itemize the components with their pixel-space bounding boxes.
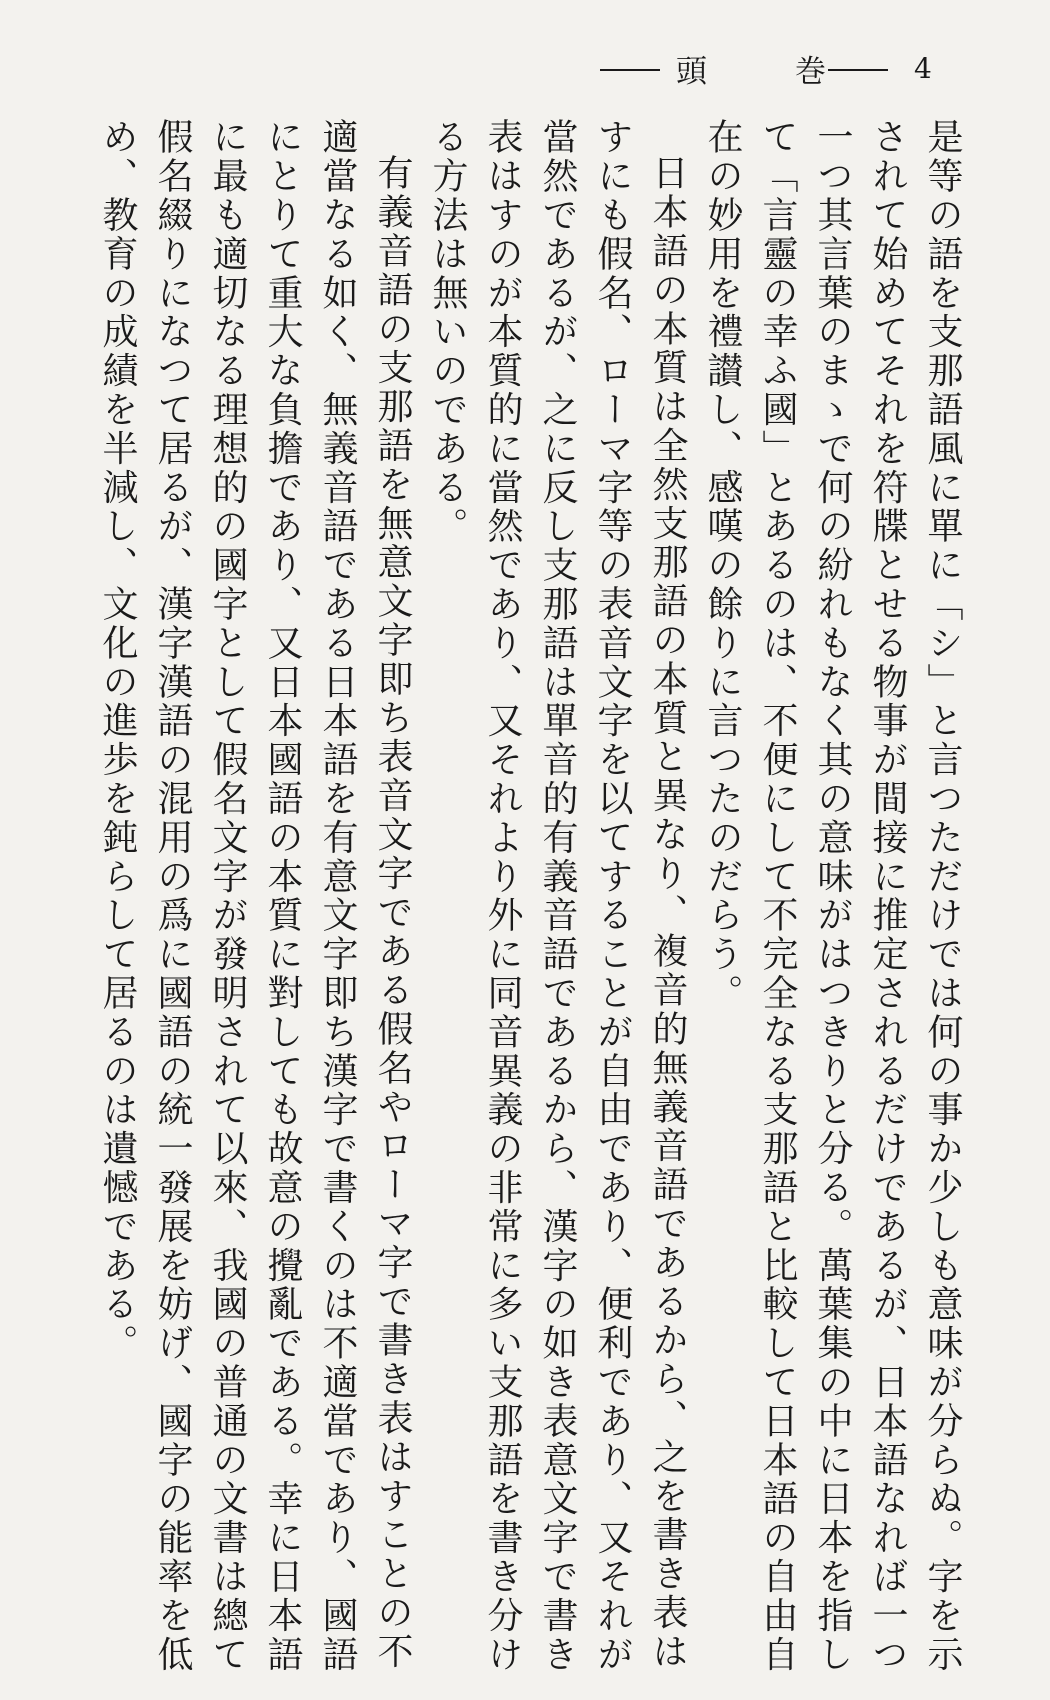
paragraph: 是等の語を支那語風に單に「シ」と言つただけでは何の事か少しも意味が分らぬ。字を示されて始めてそれを符牒とせる物事が間接に推定されるだけであるが、日本語なれば一つ一つ其言葉のまゝで何の紛れもなく其の意味がはつきりと分る。萬葉集の中に日本を指して「言靈の幸ふ國」とあるのは、不便にして不完全なる支那語と比較して日本語の自由自在の妙用を禮讃し、感嘆の餘りに言つたのだらう。 [702, 118, 963, 1675]
page-number: 4 [914, 51, 934, 85]
paragraph: 有義音語の支那語を無意文字即ち表音文字である假名やローマ字で書き表はすことの不適當なる如く、無義音語である日本語を有意文字即ち漢字で書くのは不適當であり、國語にとりて重大な負擔であり、又日本國語の本質に對しても故意の攪亂である。幸に日本語に最も適切なる理想的の國字として假名文字が發明されて以來、我國の普通の文書は總て假名綴りになつて居るが、漢字漢語の混用の爲に國語の統一發展を妨げ、國字の能率を低め、教育の成績を半減し、文化の進歩を鈍らして居るのは遺憾である。 [97, 118, 413, 1674]
header-title-part2: 巻 [795, 53, 828, 90]
body-text [90, 118, 970, 1678]
header-title-part1: 頭 [676, 53, 709, 90]
header-dash-right: ―― [828, 50, 886, 86]
header-dash-left: ―― [600, 50, 658, 86]
running-header [600, 48, 950, 88]
paragraph: 日本語の本質は全然支那語の本質と異なり、複音的無義音語であるから、之を書き表はすにも假名、ローマ字等の表音文字を以てすることが自由であり、便利であり、又それが當然であるが、之に反し支那語は單音的有義音語であるから、漢字の如き表意文字で書き表はすのが本質的に當然であり、又それより外に同音異義の非常に多い支那語を書き分ける方法は無いのである。 [427, 118, 688, 1674]
